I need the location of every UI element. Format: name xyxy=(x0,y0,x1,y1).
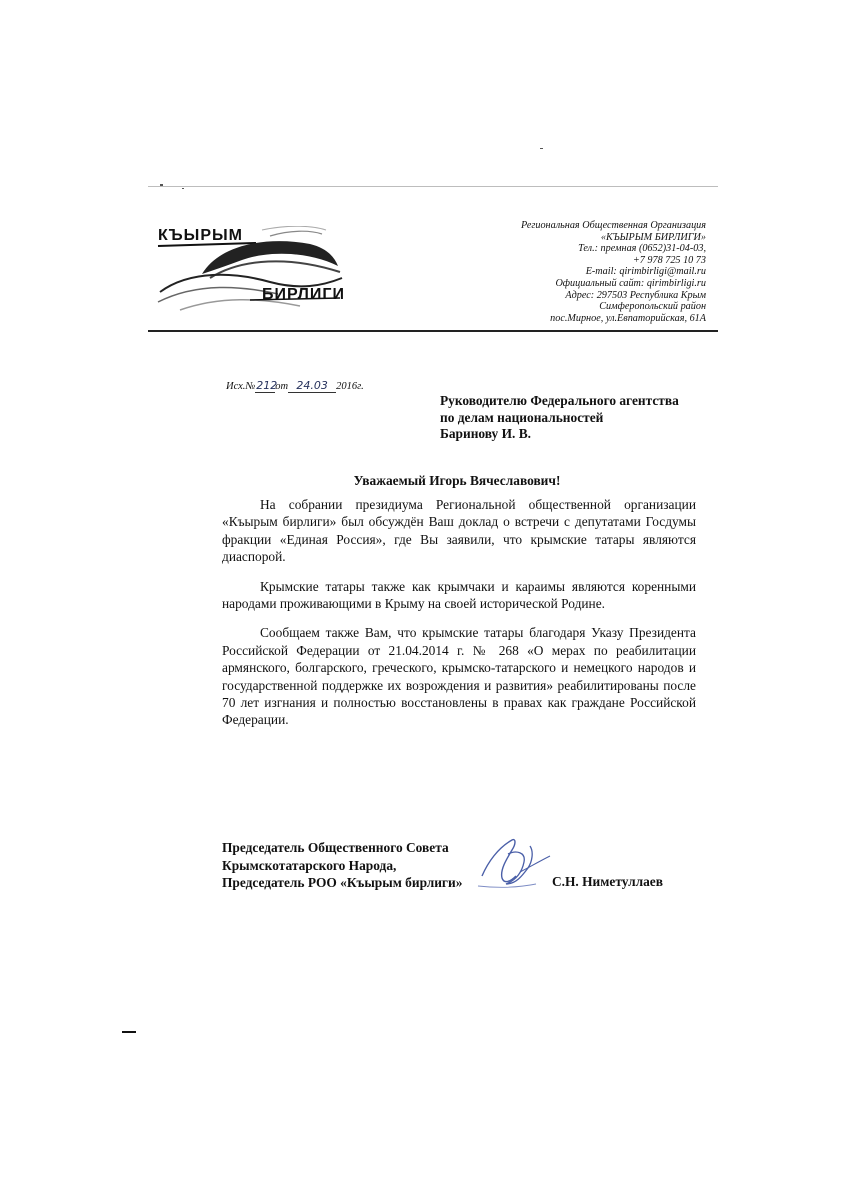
org-line: «КЪЫРЫМ БИРЛИГИ» xyxy=(600,231,706,243)
signature-title-line: Председатель Общественного Совета xyxy=(222,840,449,855)
organization-contact-block xyxy=(376,220,706,324)
logo-word-top: КЪЫРЫМ xyxy=(158,227,244,244)
letter-body xyxy=(222,496,696,741)
org-line: пос.Мирное, ул.Евпаторийская, 61А xyxy=(550,312,706,324)
org-line: Симферопольский район xyxy=(599,301,706,313)
signature-title-line: Крымскотатарского Народа, xyxy=(222,857,397,873)
letterhead-top-rule xyxy=(148,186,718,187)
scan-speck xyxy=(540,148,543,149)
org-line: +7 978 725 10 73 xyxy=(632,254,706,266)
org-line: Тел.: премная (0652)31-04-03, xyxy=(578,243,706,255)
recipient-line: Баринову И. В. xyxy=(440,426,531,441)
logo-word-bottom: БИРЛИГИ xyxy=(262,286,345,303)
org-line: Официальный сайт: qirimbirligi.ru xyxy=(555,277,706,289)
handwritten-signature xyxy=(476,832,556,896)
reference-number: 212 xyxy=(256,379,278,392)
reference-prefix: Исх.№ xyxy=(226,381,256,392)
reference-date: 24.03 xyxy=(288,379,336,393)
outgoing-reference xyxy=(226,379,364,393)
body-paragraph: На собрании президиума Региональной общественной организации «Къырым бирлиги» был обсуждён Ваш доклад о встречи с депутатами Госдумы фракции «Единая Россия», где Вы заявили, что крымские татары являются диаспорой. xyxy=(222,497,696,565)
org-line: E-mail: qirimbirligi@mail.ru xyxy=(585,266,706,278)
recipient-line: Руководителю Федерального агентства xyxy=(440,393,679,408)
organization-logo xyxy=(150,226,350,316)
reference-year: 2016г. xyxy=(336,381,364,392)
recipient-line: по делам национальностей xyxy=(440,409,604,425)
salutation: Уважаемый Игорь Вячеславович! xyxy=(353,473,561,488)
recipient-block xyxy=(440,393,730,443)
body-paragraph: Крымские татары также как крымчаки и караимы являются коренными народами проживающими в Крыму на своей исторической Родине. xyxy=(222,578,696,612)
letterhead-bottom-rule xyxy=(148,330,718,332)
body-paragraph: Сообщаем также Вам, что крымские татары благодаря Указу Президента Российской Федерации от 21.04.2014 г. № 268 «О мерах по реабилитации армянского, болгарского, греческого, крымско-татарского и немецкого народов и государственной поддержке их возрождения и развития» реабилитированы после 70 лет изгнания и полностью восстановлены в правах как граждане Российской Федерации. xyxy=(222,625,696,728)
org-line: Адрес: 297503 Республика Крым xyxy=(565,289,706,301)
scan-speck xyxy=(182,188,184,189)
reference-middle: от xyxy=(275,381,289,392)
page-margin-mark xyxy=(122,1031,136,1033)
signatory-name: С.Н. Ниметуллаев xyxy=(552,874,663,889)
org-line: Региональная Общественная Организация xyxy=(521,220,706,231)
signature-title-line: Председатель РОО «Къырым бирлиги» xyxy=(222,875,463,890)
